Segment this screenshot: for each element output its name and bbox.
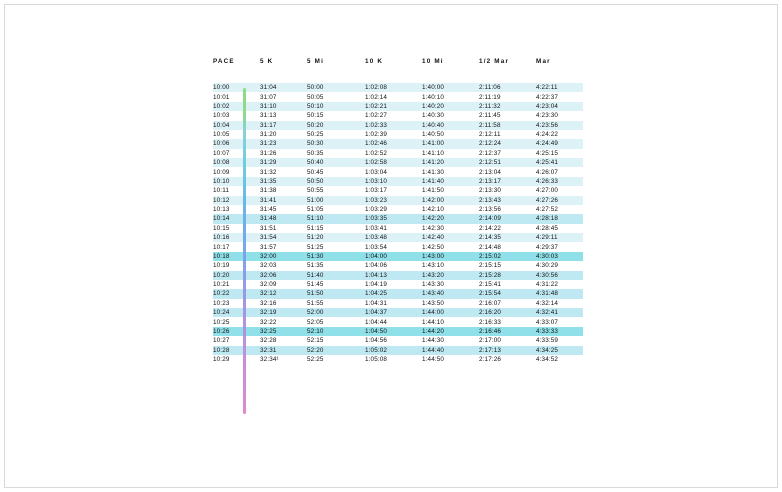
cell-value: 31:26: [260, 149, 277, 157]
cell-pace: 10:26: [213, 327, 260, 336]
cell-value: 4:28:45: [536, 224, 559, 232]
cell-value: 32:09: [260, 281, 277, 289]
cell-pace: 10:23: [213, 299, 230, 307]
cell-value: 31:51: [260, 224, 277, 232]
cell-value: 1:04:00: [365, 252, 422, 261]
cell-value: 1:05:02: [365, 346, 422, 355]
cell-value: 1:44:00: [422, 308, 479, 317]
cell-value: 2:11:32: [479, 102, 536, 111]
cell-value: 1:42:30: [422, 224, 445, 232]
cell-value: 31:04: [260, 83, 307, 92]
table-row: [213, 346, 583, 355]
cell-value: 2:14:22: [479, 224, 502, 232]
cell-value: 1:40:30: [422, 112, 445, 120]
pace-gradient-strip: [243, 88, 246, 414]
cell-value: 31:10: [260, 102, 307, 111]
cell-value: 4:29:37: [536, 243, 559, 251]
cell-value: 1:43:40: [422, 289, 479, 298]
table-row: [213, 308, 583, 317]
cell-pace: 10:09: [213, 168, 230, 176]
cell-pace: 10:08: [213, 158, 260, 167]
cell-pace: 10:12: [213, 196, 260, 205]
cell-value: 4:30:29: [536, 262, 559, 270]
cell-value: 1:41:30: [422, 168, 445, 176]
column-header-5mi: 5 Mi: [307, 58, 325, 65]
cell-value: 4:28:18: [536, 214, 583, 223]
cell-value: 51:00: [307, 196, 365, 205]
cell-value: 4:34:52: [536, 356, 559, 364]
cell-value: 1:44:10: [422, 318, 445, 326]
cell-value: 2:17:26: [479, 356, 502, 364]
cell-value: 4:26:07: [536, 168, 559, 176]
cell-value: 2:16:20: [479, 308, 536, 317]
cell-pace: 10:20: [213, 271, 260, 280]
cell-pace: 10:04: [213, 121, 260, 130]
cell-value: 1:44:20: [422, 327, 479, 336]
table-row: [213, 224, 583, 233]
cell-pace: 10:02: [213, 102, 260, 111]
cell-value: 1:42:50: [422, 243, 445, 251]
cell-value: 1:03:10: [365, 177, 422, 186]
cell-value: 50:40: [307, 158, 365, 167]
table-row: [213, 167, 583, 176]
cell-value: 1:41:00: [422, 139, 479, 148]
cell-value: 52:20: [307, 346, 365, 355]
table-row: [213, 158, 583, 167]
cell-value: 4:24:49: [536, 139, 583, 148]
cell-value: 50:00: [307, 83, 365, 92]
cell-value: 2:12:51: [479, 158, 536, 167]
table-row: [213, 196, 583, 205]
column-header-marathon: Mar: [536, 58, 551, 65]
cell-value: 1:03:41: [365, 224, 388, 232]
cell-value: 1:44:50: [422, 356, 445, 364]
cell-pace: 10:14: [213, 214, 260, 223]
cell-value: 1:40:40: [422, 121, 479, 130]
cell-value: 1:40:00: [422, 83, 479, 92]
cell-value: 1:42:10: [422, 206, 445, 214]
cell-pace: 10:21: [213, 281, 230, 289]
cell-value: 1:43:10: [422, 262, 445, 270]
cell-value: 32:06: [260, 271, 307, 280]
cell-value: 50:20: [307, 121, 365, 130]
cell-value: 2:11:58: [479, 121, 536, 130]
table-row: [213, 177, 583, 186]
cell-value: 1:02:08: [365, 83, 422, 92]
cell-value: 2:15:54: [479, 289, 536, 298]
cell-value: 2:15:28: [479, 271, 536, 280]
cell-value: 2:11:06: [479, 83, 536, 92]
cell-value: 51:10: [307, 214, 365, 223]
cell-value: 51:25: [307, 243, 324, 251]
table-row: [213, 149, 583, 158]
table-row: [213, 252, 583, 261]
cell-value: 2:12:11: [479, 131, 501, 139]
table-row: [213, 233, 583, 242]
cell-value: 1:04:44: [365, 318, 388, 326]
cell-value: 1:43:30: [422, 281, 445, 289]
cell-value: 4:25:41: [536, 158, 583, 167]
cell-value: 2:16:46: [479, 327, 536, 336]
cell-value: 1:02:58: [365, 158, 422, 167]
cell-value: 4:29:11: [536, 233, 583, 242]
cell-value: 32:31: [260, 346, 307, 355]
cell-value: 1:43:20: [422, 271, 479, 280]
cell-value: 51:15: [307, 224, 324, 232]
cell-value: 4:33:33: [536, 327, 583, 336]
cell-value: 2:13:43: [479, 196, 536, 205]
cell-value: 51:45: [307, 281, 324, 289]
cell-value: 31:13: [260, 112, 277, 120]
cell-value: 4:31:22: [536, 281, 559, 289]
cell-value: 31:17: [260, 121, 307, 130]
table-row: [213, 130, 583, 139]
table-row: [213, 205, 583, 214]
cell-pace: 10:18: [213, 252, 260, 261]
cell-pace: 10:13: [213, 206, 230, 214]
cell-value: 1:02:21: [365, 102, 422, 111]
cell-value: 31:38: [260, 187, 277, 195]
cell-pace: 10:05: [213, 131, 230, 139]
table-row: [213, 121, 583, 130]
table-row: [213, 271, 583, 280]
cell-value: 4:32:14: [536, 299, 559, 307]
cell-value: 4:23:56: [536, 121, 583, 130]
cell-value: 1:04:13: [365, 271, 422, 280]
cell-pace: 10:22: [213, 289, 260, 298]
cell-value: 50:55: [307, 187, 324, 195]
cell-value: 1:04:25: [365, 289, 422, 298]
cell-value: 50:15: [307, 112, 324, 120]
cell-value: 50:30: [307, 139, 365, 148]
table-row: [213, 261, 583, 270]
cell-value: 4:27:52: [536, 206, 559, 214]
cell-value: 51:05: [307, 206, 324, 214]
cell-value: 1:04:06: [365, 262, 388, 270]
table-row: [213, 102, 583, 111]
table-row: [213, 214, 583, 223]
cell-pace: 10:11: [213, 187, 230, 195]
cell-value: 51:40: [307, 271, 365, 280]
cell-value: 52:25: [307, 356, 324, 364]
cell-value: 1:02:33: [365, 121, 422, 130]
table-header-row: [213, 58, 583, 83]
cell-value: 32:19: [260, 308, 307, 317]
cell-value: 2:12:37: [479, 149, 502, 157]
cell-value: 50:45: [307, 168, 324, 176]
cell-value: 1:04:37: [365, 308, 422, 317]
cell-value: 2:16:07: [479, 299, 502, 307]
cell-value: 2:15:02: [479, 252, 536, 261]
cell-value: 2:13:56: [479, 206, 502, 214]
cell-value: 52:15: [307, 337, 324, 345]
cell-pace: 10:28: [213, 346, 260, 355]
cell-value: 31:41: [260, 196, 307, 205]
cell-pace: 10:29: [213, 356, 230, 364]
cell-value: 1:42:00: [422, 196, 479, 205]
cell-value: 2:13:04: [479, 168, 502, 176]
cell-value: 1:03:35: [365, 214, 422, 223]
cell-value: 1:40:50: [422, 131, 445, 139]
cell-value: 4:33:59: [536, 337, 559, 345]
cell-value: 51:30: [307, 252, 365, 261]
cell-value: 2:11:45: [479, 112, 501, 120]
table-row: [213, 327, 583, 336]
cell-value: 52:10: [307, 327, 365, 336]
cell-value: 1:44:40: [422, 346, 479, 355]
cell-value: 51:55: [307, 299, 324, 307]
table-row: [213, 336, 583, 345]
cell-value: 4:27:26: [536, 196, 583, 205]
cell-value: 2:14:35: [479, 233, 536, 242]
cell-value: 1:02:39: [365, 131, 388, 139]
cell-value: 2:12:24: [479, 139, 536, 148]
cell-pace: 10:01: [213, 93, 230, 101]
cell-value: 32:22: [260, 318, 277, 326]
cell-value: 2:16:33: [479, 318, 502, 326]
cell-value: 2:11:19: [479, 93, 501, 101]
cell-value: 4:30:56: [536, 271, 583, 280]
cell-value: 32:34¹: [260, 356, 279, 364]
cell-value: 1:43:50: [422, 299, 445, 307]
cell-value: 4:31:48: [536, 289, 583, 298]
table-row: [213, 317, 583, 326]
cell-value: 52:05: [307, 318, 324, 326]
table-row: [213, 83, 583, 92]
cell-value: 50:25: [307, 131, 324, 139]
column-header-half-marathon: 1/2 Mar: [479, 58, 510, 65]
table-row: [213, 111, 583, 120]
pace-table-container: [213, 58, 573, 364]
cell-value: 4:27:00: [536, 187, 559, 195]
cell-pace: 10:06: [213, 139, 260, 148]
cell-pace: 10:25: [213, 318, 230, 326]
pace-table: [213, 58, 583, 364]
cell-value: 1:41:40: [422, 177, 479, 186]
cell-value: 4:23:04: [536, 102, 583, 111]
cell-value: 2:17:13: [479, 346, 536, 355]
cell-value: 32:00: [260, 252, 307, 261]
cell-pace: 10:16: [213, 233, 260, 242]
cell-value: 31:29: [260, 158, 307, 167]
cell-value: 51:20: [307, 233, 365, 242]
cell-value: 32:16: [260, 299, 277, 307]
cell-value: 1:04:19: [365, 281, 388, 289]
cell-value: 1:03:54: [365, 243, 388, 251]
table-row: [213, 299, 583, 308]
cell-value: 1:02:46: [365, 139, 422, 148]
cell-pace: 10:15: [213, 224, 230, 232]
column-header-10mi: 10 Mi: [422, 58, 444, 65]
cell-value: 2:17:00: [479, 337, 502, 345]
cell-value: 1:41:10: [422, 149, 445, 157]
cell-value: 51:50: [307, 289, 365, 298]
cell-value: 4:26:33: [536, 177, 583, 186]
cell-value: 1:42:40: [422, 233, 479, 242]
cell-value: 4:34:25: [536, 346, 583, 355]
cell-value: 31:54: [260, 233, 307, 242]
cell-value: 4:30:03: [536, 252, 583, 261]
cell-value: 31:48: [260, 214, 307, 223]
table-row: [213, 289, 583, 298]
cell-value: 2:13:30: [479, 187, 502, 195]
cell-pace: 10:27: [213, 337, 230, 345]
table-row: [213, 242, 583, 251]
cell-pace: 10:10: [213, 177, 260, 186]
cell-pace: 10:17: [213, 243, 230, 251]
cell-value: 2:13:17: [479, 177, 536, 186]
cell-value: 1:40:20: [422, 102, 479, 111]
cell-value: 1:02:27: [365, 112, 388, 120]
column-header-10k: 10 K: [365, 58, 384, 65]
cell-value: 1:04:50: [365, 327, 422, 336]
column-header-5k: 5 K: [260, 58, 274, 65]
cell-value: 1:02:52: [365, 149, 388, 157]
cell-value: 50:50: [307, 177, 365, 186]
table-row: [213, 280, 583, 289]
cell-value: 4:33:07: [536, 318, 559, 326]
cell-value: 1:43:00: [422, 252, 479, 261]
cell-value: 1:03:29: [365, 206, 388, 214]
cell-value: 32:28: [260, 337, 277, 345]
cell-pace: 10:03: [213, 112, 230, 120]
cell-value: 32:12: [260, 289, 307, 298]
cell-value: 50:05: [307, 93, 324, 101]
cell-pace: 10:19: [213, 262, 230, 270]
cell-pace: 10:07: [213, 149, 230, 157]
cell-value: 2:14:48: [479, 243, 502, 251]
cell-value: 1:40:10: [422, 93, 445, 101]
table-row: [213, 355, 583, 364]
column-header-pace: PACE: [213, 58, 235, 65]
cell-value: 50:35: [307, 149, 324, 157]
cell-value: 31:35: [260, 177, 307, 186]
cell-value: 1:03:48: [365, 233, 422, 242]
cell-value: 4:22:37: [536, 93, 559, 101]
cell-value: 52:00: [307, 308, 365, 317]
cell-value: 1:02:14: [365, 93, 388, 101]
cell-value: 1:41:50: [422, 187, 445, 195]
cell-value: 51:35: [307, 262, 324, 270]
cell-value: 1:03:17: [365, 187, 388, 195]
cell-value: 31:07: [260, 93, 277, 101]
table-row: [213, 186, 583, 195]
cell-value: 1:41:20: [422, 158, 479, 167]
cell-value: 31:57: [260, 243, 277, 251]
cell-value: 50:10: [307, 102, 365, 111]
cell-value: 31:23: [260, 139, 307, 148]
cell-value: 31:32: [260, 168, 277, 176]
cell-value: 1:42:20: [422, 214, 479, 223]
cell-value: 4:25:15: [536, 149, 559, 157]
cell-value: 1:03:04: [365, 168, 388, 176]
cell-value: 1:04:31: [365, 299, 388, 307]
cell-value: 4:22:11: [536, 83, 583, 92]
cell-pace: 10:24: [213, 308, 260, 317]
cell-value: 4:24:22: [536, 131, 559, 139]
cell-pace: 10:00: [213, 83, 260, 92]
cell-value: 4:32:41: [536, 308, 583, 317]
cell-value: 2:15:15: [479, 262, 502, 270]
cell-value: 31:20: [260, 131, 277, 139]
cell-value: 4:23:30: [536, 112, 559, 120]
cell-value: 32:25: [260, 327, 307, 336]
cell-value: 31:45: [260, 206, 277, 214]
table-row: [213, 139, 583, 148]
cell-value: 1:04:56: [365, 337, 388, 345]
cell-value: 1:05:08: [365, 356, 388, 364]
pace-table-body: [213, 83, 583, 364]
table-row: [213, 92, 583, 101]
cell-value: 32:03: [260, 262, 277, 270]
cell-value: 2:14:09: [479, 214, 536, 223]
cell-value: 1:03:23: [365, 196, 422, 205]
cell-value: 1:44:30: [422, 337, 445, 345]
cell-value: 2:15:41: [479, 281, 502, 289]
